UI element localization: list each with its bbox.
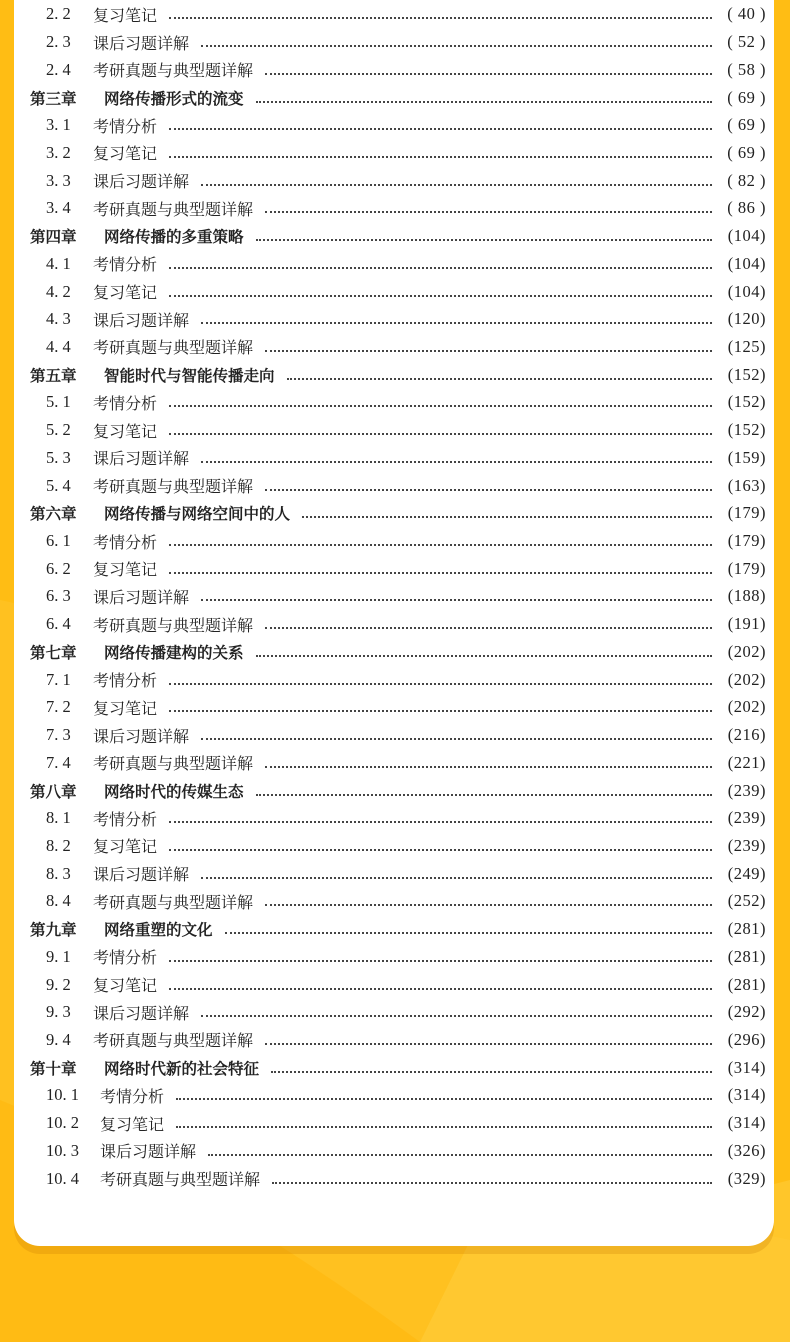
- section-title: 复习笔记: [93, 421, 158, 441]
- section-number: 2. 3: [46, 32, 71, 52]
- page-number: ( 69 ): [727, 142, 766, 162]
- toc-section-row[interactable]: [30, 1165, 766, 1193]
- toc-chapter-row[interactable]: [30, 499, 766, 527]
- page-number: (191): [727, 614, 766, 634]
- chapter-title: 网络传播建构的关系: [104, 643, 244, 662]
- section-number: 8. 4: [46, 891, 71, 911]
- dot-leader: [201, 999, 712, 1017]
- section-title: 考研真题与典型题详解: [93, 892, 254, 912]
- toc-section-row[interactable]: [30, 416, 766, 444]
- chapter-number: 第十章: [30, 1059, 77, 1078]
- section-title: 考情分析: [100, 1086, 165, 1106]
- dot-leader: [169, 251, 712, 269]
- section-number: 10. 4: [46, 1168, 79, 1188]
- page-number: (281): [727, 974, 766, 994]
- section-title: 复习笔记: [93, 976, 158, 996]
- toc-chapter-row[interactable]: [30, 638, 766, 666]
- dot-leader: [201, 29, 712, 47]
- chapter-title: 网络时代的传媒生态: [104, 782, 244, 801]
- toc-section-row[interactable]: [30, 943, 766, 971]
- dot-leader: [169, 972, 712, 990]
- dot-leader: [302, 500, 712, 518]
- dot-leader: [169, 279, 712, 297]
- section-title: 考研真题与典型题详解: [93, 1031, 254, 1051]
- dot-leader: [256, 639, 712, 657]
- chapter-title: 网络传播形式的流变: [104, 89, 244, 108]
- dot-leader: [265, 334, 712, 352]
- toc-section-row[interactable]: [30, 305, 766, 333]
- section-number: 7. 2: [46, 697, 71, 717]
- dot-leader: [169, 1, 712, 19]
- section-number: 6. 1: [46, 531, 71, 551]
- dot-leader: [272, 1166, 712, 1184]
- section-title: 考研真题与典型题详解: [93, 615, 254, 635]
- page-number: (281): [727, 919, 766, 939]
- toc-section-row[interactable]: [30, 56, 766, 84]
- section-number: 2. 4: [46, 59, 71, 79]
- page-number: (281): [727, 946, 766, 966]
- section-title: 课后习题详解: [93, 172, 190, 192]
- dot-leader: [169, 112, 712, 130]
- section-title: 复习笔记: [100, 1114, 165, 1134]
- section-number: 4. 4: [46, 336, 71, 356]
- toc-chapter-row[interactable]: [30, 222, 766, 250]
- section-title: 课后习题详解: [93, 726, 190, 746]
- dot-leader: [265, 888, 712, 906]
- dot-leader: [169, 833, 712, 851]
- page-number: (202): [727, 641, 766, 661]
- section-title: 课后习题详解: [93, 1003, 190, 1023]
- dot-leader: [201, 583, 712, 601]
- page-number: (252): [727, 891, 766, 911]
- dot-leader: [265, 57, 712, 75]
- dot-leader: [265, 611, 712, 629]
- chapter-number: 第三章: [30, 89, 77, 108]
- section-title: 复习笔记: [93, 698, 158, 718]
- dot-leader: [201, 306, 712, 324]
- dot-leader: [169, 140, 712, 158]
- page-number: ( 40 ): [727, 4, 766, 24]
- page-number: (152): [727, 420, 766, 440]
- page-number: (239): [727, 808, 766, 828]
- section-title: 课后习题详解: [93, 449, 190, 469]
- section-number: 10. 2: [46, 1113, 79, 1133]
- section-title: 考情分析: [93, 671, 158, 691]
- page-number: ( 69 ): [727, 115, 766, 135]
- page-number: (314): [727, 1113, 766, 1133]
- section-number: 9. 2: [46, 974, 71, 994]
- section-title: 考研真题与典型题详解: [93, 199, 254, 219]
- toc-section-row[interactable]: [30, 167, 766, 195]
- toc-section-row[interactable]: [30, 555, 766, 583]
- page-number: (188): [727, 586, 766, 606]
- chapter-title: 网络传播的多重策略: [104, 228, 244, 247]
- toc-section-row[interactable]: [30, 28, 766, 56]
- dot-leader: [169, 944, 712, 962]
- section-number: 6. 2: [46, 558, 71, 578]
- toc-section-row[interactable]: [30, 694, 766, 722]
- toc-section-row[interactable]: [30, 1026, 766, 1054]
- section-number: 2. 2: [46, 4, 71, 24]
- dot-leader: [169, 805, 712, 823]
- page-number: ( 82 ): [727, 170, 766, 190]
- section-number: 7. 1: [46, 669, 71, 689]
- dot-leader: [176, 1082, 712, 1100]
- page-number: (152): [727, 392, 766, 412]
- dot-leader: [265, 1027, 712, 1045]
- page-number: (239): [727, 780, 766, 800]
- page-number: ( 86 ): [727, 198, 766, 218]
- section-title: 复习笔记: [93, 5, 158, 25]
- page-number: (249): [727, 863, 766, 883]
- toc-section-row[interactable]: [30, 278, 766, 306]
- section-title: 考情分析: [93, 532, 158, 552]
- toc-section-row[interactable]: [30, 888, 766, 916]
- section-number: 4. 3: [46, 309, 71, 329]
- section-title: 复习笔记: [93, 560, 158, 580]
- toc-section-row[interactable]: [30, 527, 766, 555]
- dot-leader: [256, 85, 712, 103]
- section-title: 考研真题与典型题详解: [93, 754, 254, 774]
- section-title: 复习笔记: [93, 837, 158, 857]
- page-number: (239): [727, 835, 766, 855]
- section-number: 10. 3: [46, 1140, 79, 1160]
- page-number: (329): [727, 1168, 766, 1188]
- page-number: (125): [727, 336, 766, 356]
- toc-section-row[interactable]: [30, 860, 766, 888]
- page-number: (221): [727, 752, 766, 772]
- chapter-title: 网络时代新的社会特征: [104, 1059, 260, 1078]
- toc-section-row[interactable]: [30, 1, 766, 29]
- dot-leader: [169, 556, 712, 574]
- section-number: 7. 4: [46, 752, 71, 772]
- section-title: 课后习题详解: [93, 33, 190, 53]
- section-number: 4. 2: [46, 281, 71, 301]
- section-title: 考研真题与典型题详解: [93, 338, 254, 358]
- page-number: (202): [727, 697, 766, 717]
- dot-leader: [201, 861, 712, 879]
- toc-chapter-row[interactable]: [30, 84, 766, 112]
- toc-section-row[interactable]: [30, 1082, 766, 1110]
- dot-leader: [265, 750, 712, 768]
- section-number: 9. 4: [46, 1029, 71, 1049]
- section-title: 考情分析: [93, 948, 158, 968]
- toc-section-row[interactable]: [30, 971, 766, 999]
- toc-section-row[interactable]: [30, 583, 766, 611]
- page-number: (104): [727, 281, 766, 301]
- toc-section-row[interactable]: [30, 139, 766, 167]
- toc-section-row[interactable]: [30, 998, 766, 1026]
- section-number: 6. 4: [46, 614, 71, 634]
- dot-leader: [169, 528, 712, 546]
- chapter-number: 第九章: [30, 921, 77, 940]
- toc-section-row[interactable]: [30, 389, 766, 417]
- page-number: (326): [727, 1140, 766, 1160]
- section-title: 考情分析: [93, 116, 158, 136]
- section-number: 3. 1: [46, 115, 71, 135]
- section-title: 课后习题详解: [100, 1142, 197, 1162]
- page-number: (314): [727, 1085, 766, 1105]
- dot-leader: [169, 417, 712, 435]
- toc-section-row[interactable]: [30, 832, 766, 860]
- page-number: (202): [727, 669, 766, 689]
- toc-section-row[interactable]: [30, 666, 766, 694]
- section-number: 9. 1: [46, 946, 71, 966]
- page-number: (120): [727, 309, 766, 329]
- dot-leader: [201, 722, 712, 740]
- dot-leader: [176, 1110, 712, 1128]
- dot-leader: [169, 667, 712, 685]
- section-title: 考情分析: [93, 393, 158, 413]
- section-number: 6. 3: [46, 586, 71, 606]
- section-number: 5. 1: [46, 392, 71, 412]
- section-title: 复习笔记: [93, 283, 158, 303]
- section-number: 8. 2: [46, 835, 71, 855]
- chapter-title: 网络传播与网络空间中的人: [104, 505, 291, 524]
- dot-leader: [169, 389, 712, 407]
- page-number: (152): [727, 364, 766, 384]
- toc-section-row[interactable]: [30, 749, 766, 777]
- section-title: 考研真题与典型题详解: [100, 1170, 261, 1190]
- toc-section-row[interactable]: [30, 1109, 766, 1137]
- dot-leader: [256, 223, 712, 241]
- section-title: 考情分析: [93, 809, 158, 829]
- dot-leader: [256, 778, 712, 796]
- page-number: (179): [727, 558, 766, 578]
- chapter-title: 网络重塑的文化: [104, 921, 213, 940]
- page-number: ( 52 ): [727, 32, 766, 52]
- toc-section-row[interactable]: [30, 250, 766, 278]
- section-title: 考研真题与典型题详解: [93, 477, 254, 497]
- section-number: 8. 3: [46, 863, 71, 883]
- dot-leader: [201, 445, 712, 463]
- page-number: (159): [727, 447, 766, 467]
- toc-chapter-row[interactable]: [30, 777, 766, 805]
- toc-section-row[interactable]: [30, 472, 766, 500]
- toc-section-row[interactable]: [30, 111, 766, 139]
- page-number: (216): [727, 725, 766, 745]
- page-number: (296): [727, 1029, 766, 1049]
- toc-section-row[interactable]: [30, 195, 766, 223]
- section-number: 3. 3: [46, 170, 71, 190]
- toc-section-row[interactable]: [30, 1137, 766, 1165]
- toc-chapter-row[interactable]: [30, 1054, 766, 1082]
- chapter-number: 第七章: [30, 643, 77, 662]
- dot-leader: [225, 916, 712, 934]
- chapter-number: 第六章: [30, 505, 77, 524]
- page-number: (163): [727, 475, 766, 495]
- section-number: 3. 2: [46, 142, 71, 162]
- toc-chapter-row[interactable]: [30, 915, 766, 943]
- page-number: (179): [727, 503, 766, 523]
- toc-section-row[interactable]: [30, 444, 766, 472]
- section-number: 8. 1: [46, 808, 71, 828]
- section-number: 4. 1: [46, 253, 71, 273]
- dot-leader: [169, 694, 712, 712]
- page-number: (292): [727, 1002, 766, 1022]
- chapter-number: 第四章: [30, 228, 77, 247]
- section-title: 课后习题详解: [93, 865, 190, 885]
- dot-leader: [271, 1055, 712, 1073]
- section-number: 5. 4: [46, 475, 71, 495]
- section-number: 3. 4: [46, 198, 71, 218]
- toc-section-row[interactable]: [30, 804, 766, 832]
- toc-chapter-row[interactable]: [30, 361, 766, 389]
- section-number: 7. 3: [46, 725, 71, 745]
- section-title: 课后习题详解: [93, 310, 190, 330]
- chapter-number: 第五章: [30, 366, 77, 385]
- page-number: ( 58 ): [727, 59, 766, 79]
- page-number: (179): [727, 531, 766, 551]
- section-title: 考情分析: [93, 255, 158, 275]
- dot-leader: [201, 168, 712, 186]
- toc-section-row[interactable]: [30, 610, 766, 638]
- page-number: (104): [727, 226, 766, 246]
- section-number: 10. 1: [46, 1085, 79, 1105]
- dot-leader: [208, 1138, 712, 1156]
- chapter-number: 第八章: [30, 782, 77, 801]
- page-number: (314): [727, 1057, 766, 1077]
- toc-section-row[interactable]: [30, 721, 766, 749]
- section-title: 考研真题与典型题详解: [93, 61, 254, 81]
- section-title: 课后习题详解: [93, 587, 190, 607]
- dot-leader: [287, 362, 712, 380]
- section-number: 9. 3: [46, 1002, 71, 1022]
- dot-leader: [265, 473, 712, 491]
- section-number: 5. 2: [46, 420, 71, 440]
- toc-section-row[interactable]: [30, 333, 766, 361]
- section-number: 5. 3: [46, 447, 71, 467]
- chapter-title: 智能时代与智能传播走向: [104, 366, 275, 385]
- page-number: (104): [727, 253, 766, 273]
- section-title: 复习笔记: [93, 144, 158, 164]
- page-number: ( 69 ): [727, 87, 766, 107]
- dot-leader: [265, 195, 712, 213]
